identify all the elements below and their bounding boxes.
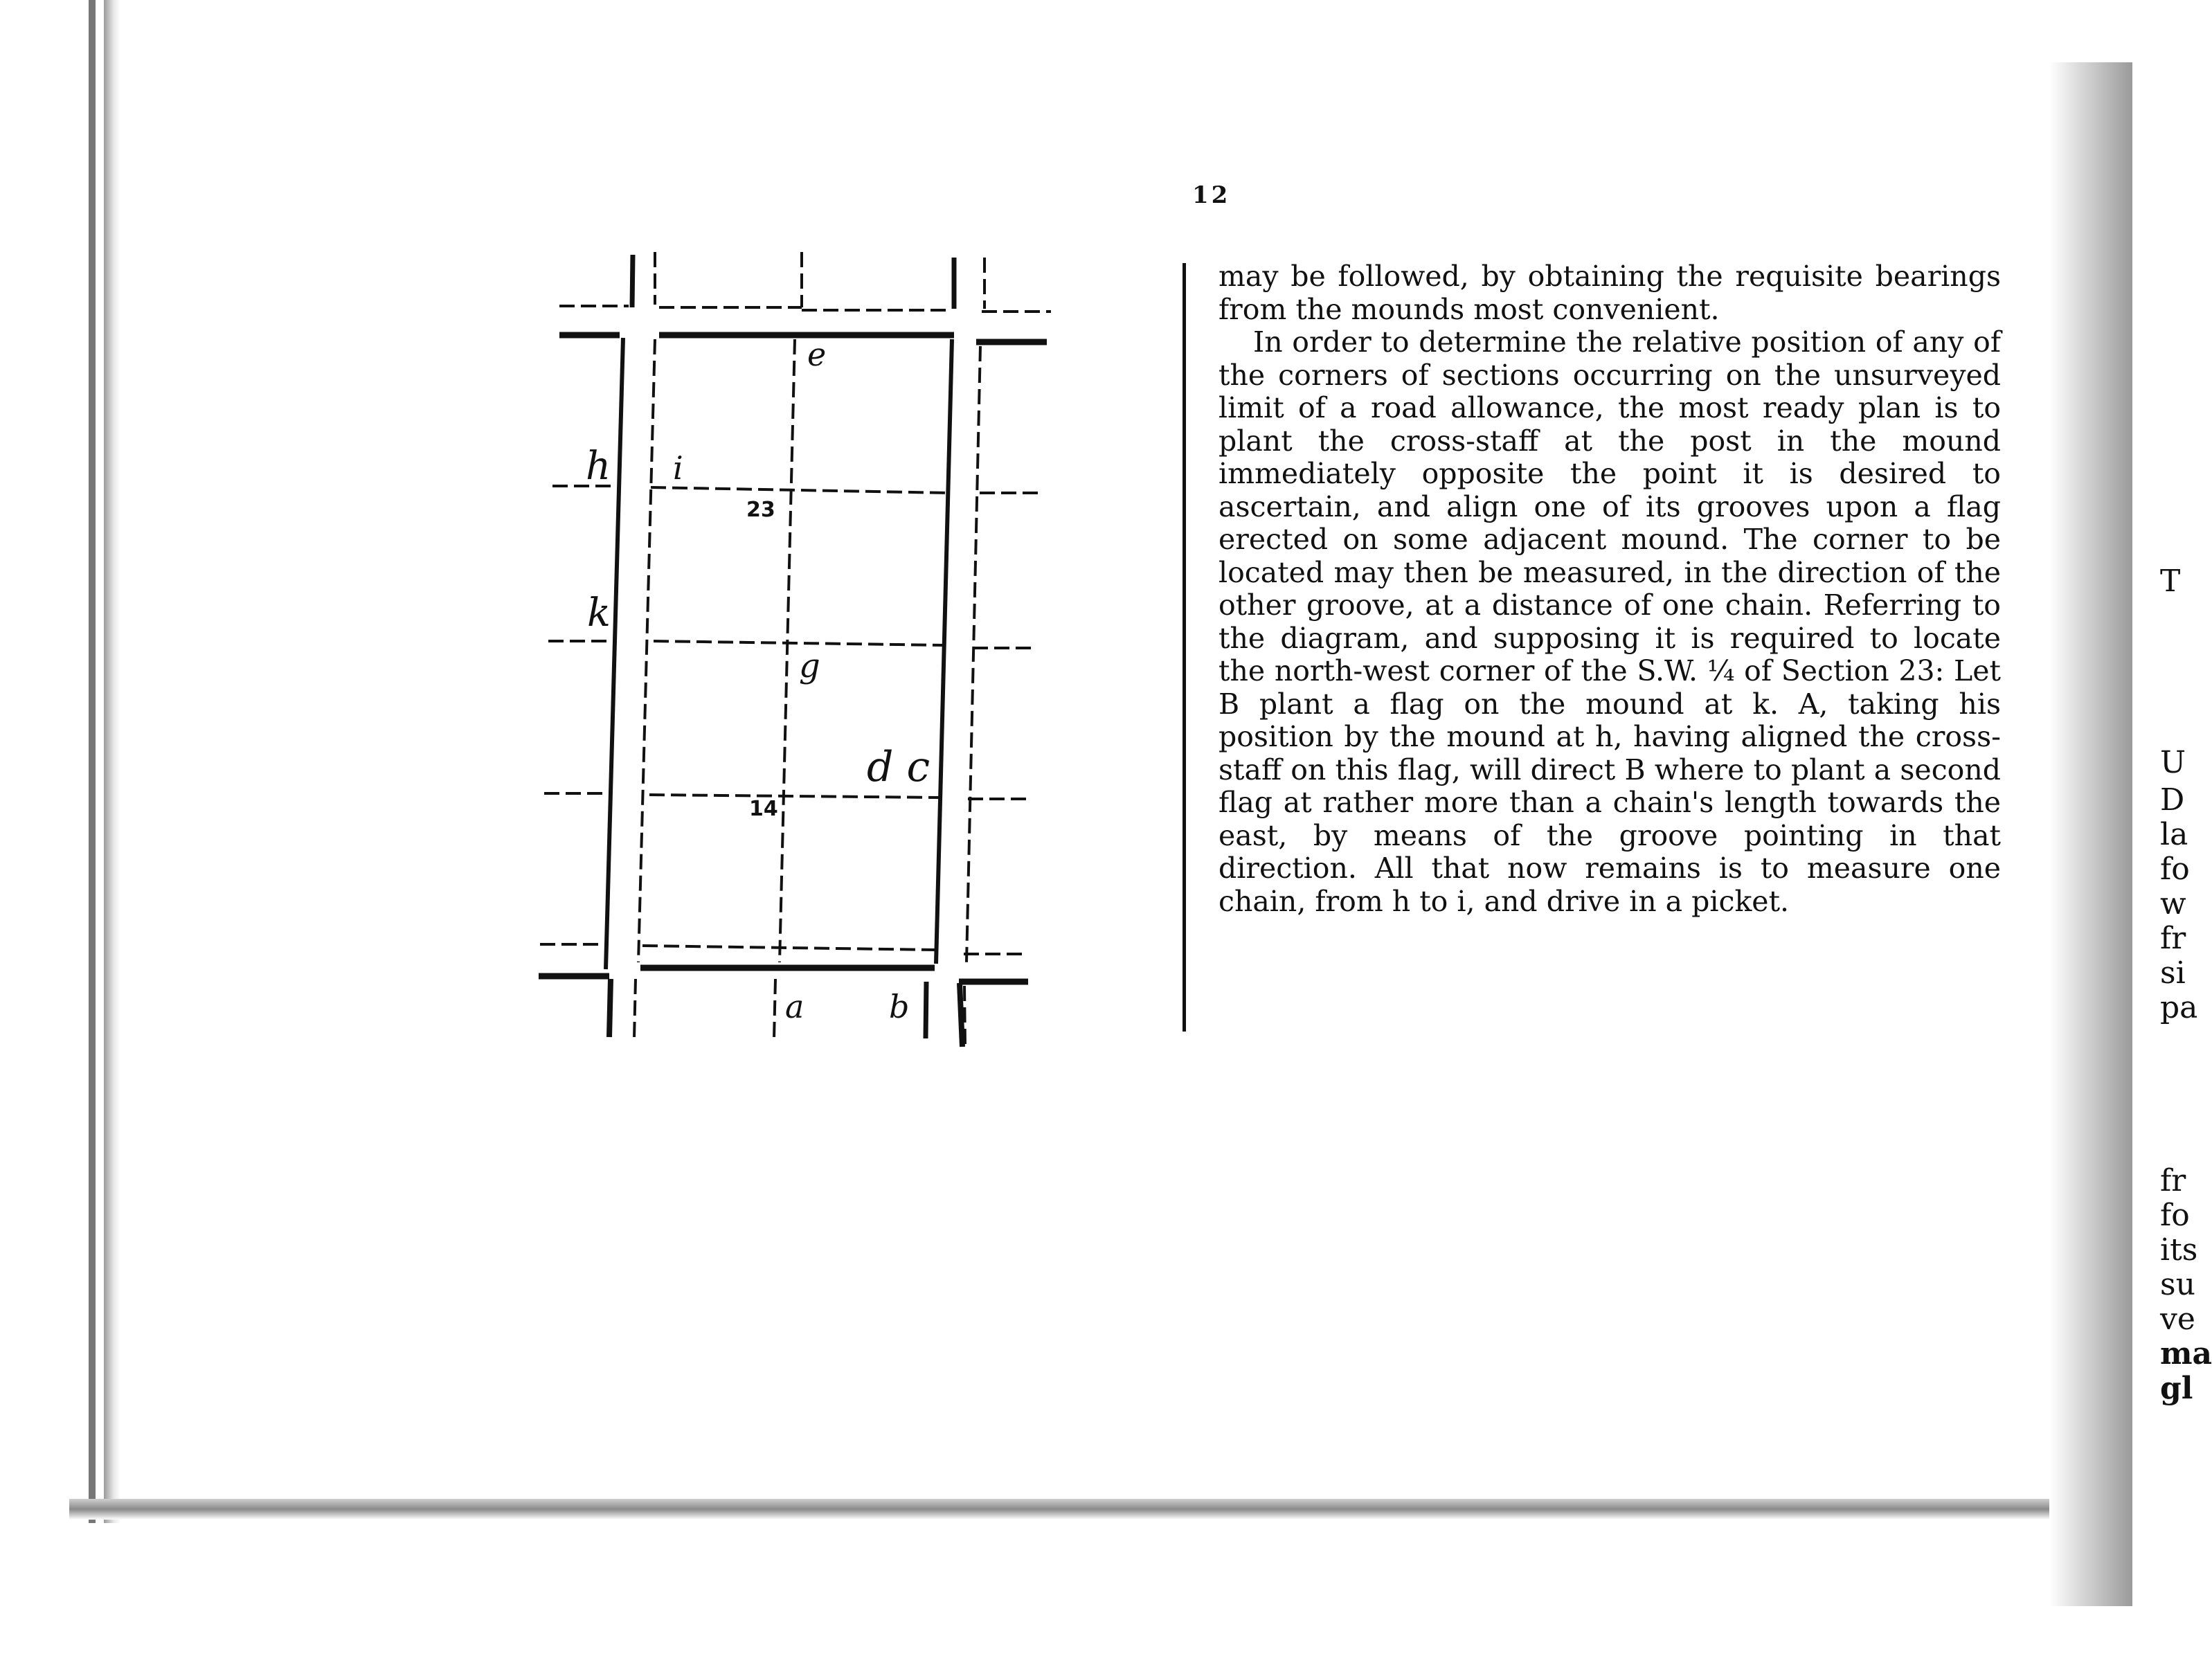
chain-line — [966, 346, 980, 962]
road-line — [936, 339, 952, 964]
next-page-letter: its — [2160, 1232, 2198, 1268]
chain-line — [774, 979, 775, 1038]
section-number-23: 23 — [746, 498, 775, 522]
book-binding — [104, 0, 120, 1523]
page-number: 12 — [1192, 181, 1231, 209]
chain-line — [654, 641, 944, 645]
label-k: k — [587, 591, 611, 636]
continuation-text: may be followed, by obtaining the requisite bearings from the mounds most convenient. — [1219, 260, 2001, 326]
chain-line — [642, 946, 936, 950]
paragraph-text: In order to determine the relative position of any of the corners of sections occurring on the unsurveyed limit of a road allowance, the most ready plan is to plant the cross-staff at the post in the mound immediately opposite the point it is desired to ascertain, and align one of its grooves upon a flag erected on some adjacent mound. The corner to be located may then be measured, in the direction of the other groove, at a distance of one chain. Referring to the diagram, and supposing it is required to locate the north-west corner of the S.W. ¼ of Section 23: Let B plant a flag on the mound at k. A, taking his position by the mound at h, having aligned the cross-staff on this flag, will direct B where to plant a second flag at rather more than a chain's length towards the east, by means of the groove pointing in that direction. All that now remains is to measure one chain, from h to i, and drive in a picket. — [1219, 325, 2001, 918]
road-line — [606, 338, 623, 969]
label-a: a — [785, 988, 804, 1025]
next-page-letter: U — [2160, 745, 2186, 780]
next-page-letter: fo — [2160, 1198, 2190, 1233]
next-page-letter: fr — [2160, 1163, 2186, 1198]
next-page-letter: ma — [2160, 1336, 2212, 1371]
chain-line — [638, 339, 655, 962]
next-page-letter: ve — [2160, 1302, 2195, 1337]
next-page-letter: gl — [2160, 1371, 2193, 1406]
next-page-letter: fo — [2160, 852, 2190, 887]
chain-line — [649, 795, 940, 798]
survey-diagram — [540, 249, 1066, 1052]
chain-line — [634, 979, 636, 1038]
chain-line — [651, 487, 948, 493]
road-line — [609, 979, 611, 1037]
label-i: i — [673, 449, 683, 487]
next-page-letter: la — [2160, 817, 2188, 852]
next-page-letter: D — [2160, 782, 2185, 818]
next-page-letter: w — [2160, 886, 2186, 921]
gutter-shadow — [2049, 62, 2132, 1606]
chain-line — [964, 986, 965, 1045]
book-binding-shadow — [89, 0, 96, 1523]
section-number-14: 14 — [749, 797, 778, 821]
next-page-letter: T — [2160, 564, 2181, 599]
body-text — [1219, 260, 2001, 918]
road-line — [960, 983, 962, 1047]
chain-line — [780, 339, 795, 962]
column-divider — [1183, 263, 1186, 1032]
next-page-letter: si — [2160, 955, 2186, 991]
left-page-edge — [0, 0, 145, 1656]
label-e: e — [807, 336, 827, 373]
label-g: g — [799, 647, 820, 685]
road-line — [632, 255, 633, 307]
next-page-fragment — [2132, 0, 2212, 1656]
label-b: b — [889, 988, 910, 1025]
label-dc: d c — [867, 743, 930, 791]
next-page-letter: fr — [2160, 921, 2186, 956]
next-page-letter: pa — [2160, 990, 2198, 1025]
bottom-page-edge — [69, 1499, 2063, 1520]
next-page-letter: su — [2160, 1267, 2195, 1302]
label-h: h — [586, 444, 611, 489]
